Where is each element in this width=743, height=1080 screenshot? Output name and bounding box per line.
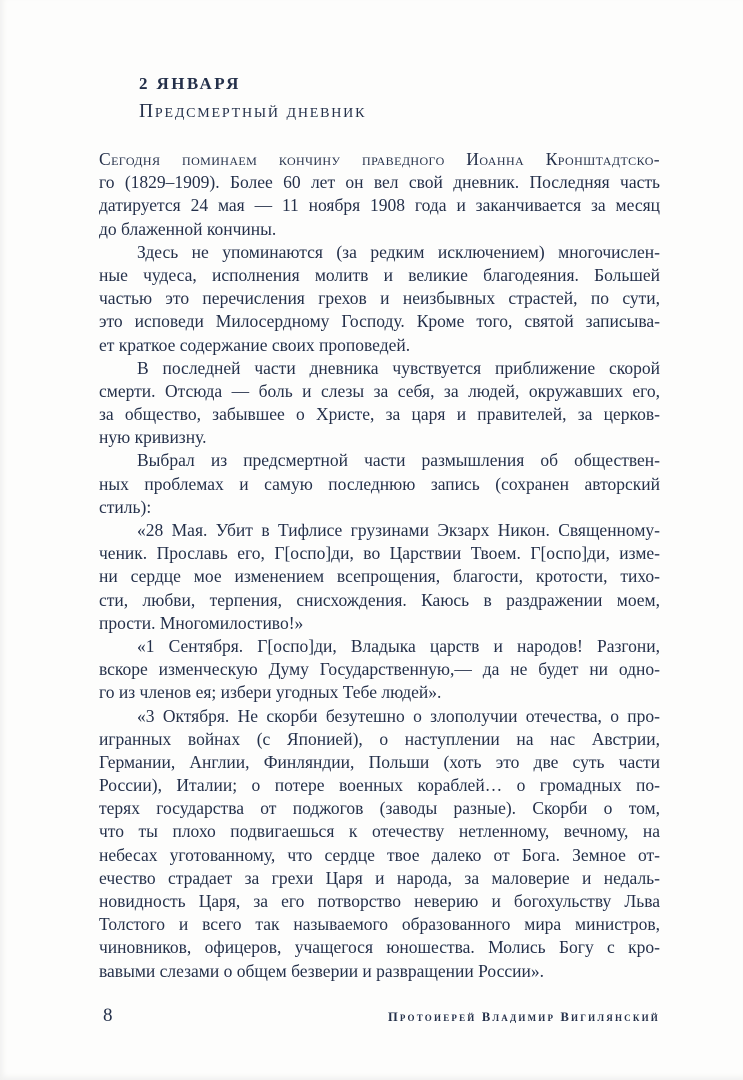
text-line: за общество, забывшее о Христе, за царя и правителей, за церков- <box>99 404 660 425</box>
paragraph-1 <box>99 148 660 241</box>
chapter-date: 2 ЯНВАРЯ <box>139 74 241 93</box>
text-line: Толстого и всего так называемого образованного мира министров, <box>99 914 660 935</box>
text-line: «3 Октября. Не скорби безутешно о злополучии отечества, о про- <box>137 705 660 726</box>
text-line: прости. Многомилостиво!» <box>99 612 304 633</box>
paragraph-6 <box>99 635 660 705</box>
page-footer <box>99 1005 660 1027</box>
text-line: России), Италии; о потере военных кораблей… о громадных по- <box>99 775 660 796</box>
text-line: ет краткое содержание своих проповедей. <box>99 334 411 355</box>
text-line: это исповеди Милосердному Господу. Кроме того, святой записыва- <box>99 311 660 332</box>
text-line: го из членов ея; избери угодных Тебе людей». <box>99 682 442 703</box>
text-line: частью это перечисления грехов и неизбывных страстей, по сути, <box>99 288 660 309</box>
text-line: Здесь не упоминаются (за редким исключением) многочислен- <box>137 241 660 262</box>
chapter-heading <box>139 72 366 125</box>
paragraph-3 <box>99 357 660 450</box>
text-line: вскоре изменческую Думу Государственную,— да не будет ни одно- <box>99 659 660 680</box>
page-body <box>99 148 660 983</box>
text-line: Выбрал из предсмертной части размышления об обществен- <box>137 450 660 471</box>
paragraph-4 <box>99 449 660 519</box>
paragraph-7 <box>99 705 660 983</box>
text-line: ных проблемах и самую последнюю запись (сохранен авторский <box>99 473 660 494</box>
text-line: «1 Сентября. Г[оспо]ди, Владыка царств и народов! Разгони, <box>137 635 660 656</box>
page-number: 8 <box>103 1005 113 1026</box>
text-line: сти, любви, терпения, снисхождения. Каюсь в раздражении моем, <box>99 589 660 610</box>
text-line: новидность Царя, за его потворство неверию и богохульству Льва <box>99 891 660 911</box>
text-line: В последней части дневника чувствуется приближение скорой <box>137 357 660 378</box>
text-line: ченик. Прославь его, Г[оспо]ди, во Царствии Твоем. Г[оспо]ди, изме- <box>99 543 660 564</box>
text-line: го (1829–1909). Более 60 лет он вел свой дневник. Последняя часть <box>99 172 660 193</box>
text-line: смерти. Отсюда — боль и слезы за себя, за людей, окружавших его, <box>99 380 660 401</box>
text-line: ную кривизну. <box>99 427 207 448</box>
text-line: ни сердце мое изменением всепрощения, благости, кротости, тихо- <box>99 566 660 587</box>
text-line: Германии, Англии, Финляндии, Польши (хоть это две суть части <box>99 751 660 772</box>
text-line: игранных войнах (с Японией), о наступлении на нас Австрии, <box>99 728 660 749</box>
paragraph-2 <box>99 241 660 357</box>
paragraph-5 <box>99 519 660 635</box>
text-line: Сегодня поминаем кончину праведного Иоанна Кронштадтско- <box>99 149 660 169</box>
text-line: «28 Мая. Убит в Тифлисе грузинами Экзарх Никон. Священному- <box>137 520 660 540</box>
text-line: что ты плохо подвигаешься к отечеству нетленному, вечному, на <box>99 821 660 842</box>
text-line: вавыми слезами о общем безверии и развращении России». <box>99 960 544 981</box>
running-title: Протоиерей Владимир Вигилянский <box>387 1010 660 1024</box>
text-line: терях государства от поджогов (заводы разные). Скорби о том, <box>99 798 660 819</box>
text-line: ные чудеса, исполнения молитв и великие благодеяния. Большей <box>99 264 660 285</box>
text-line: до блаженной кончины. <box>99 218 277 239</box>
chapter-title: Предсмертный дневник <box>139 101 367 122</box>
text-line: чиновников, офицеров, учащегося юношества. Молись Богу с кро- <box>99 937 660 958</box>
text-line: датируется 24 мая — 11 ноября 1908 года и заканчивается за месяц <box>99 195 660 216</box>
text-line: стиль): <box>99 496 152 517</box>
text-line: небесах уготованному, что сердце твое далеко от Бога. Земное от- <box>99 844 660 865</box>
text-line: ечество страдает за грехи Царя и народа, за маловерие и недаль- <box>99 867 660 888</box>
